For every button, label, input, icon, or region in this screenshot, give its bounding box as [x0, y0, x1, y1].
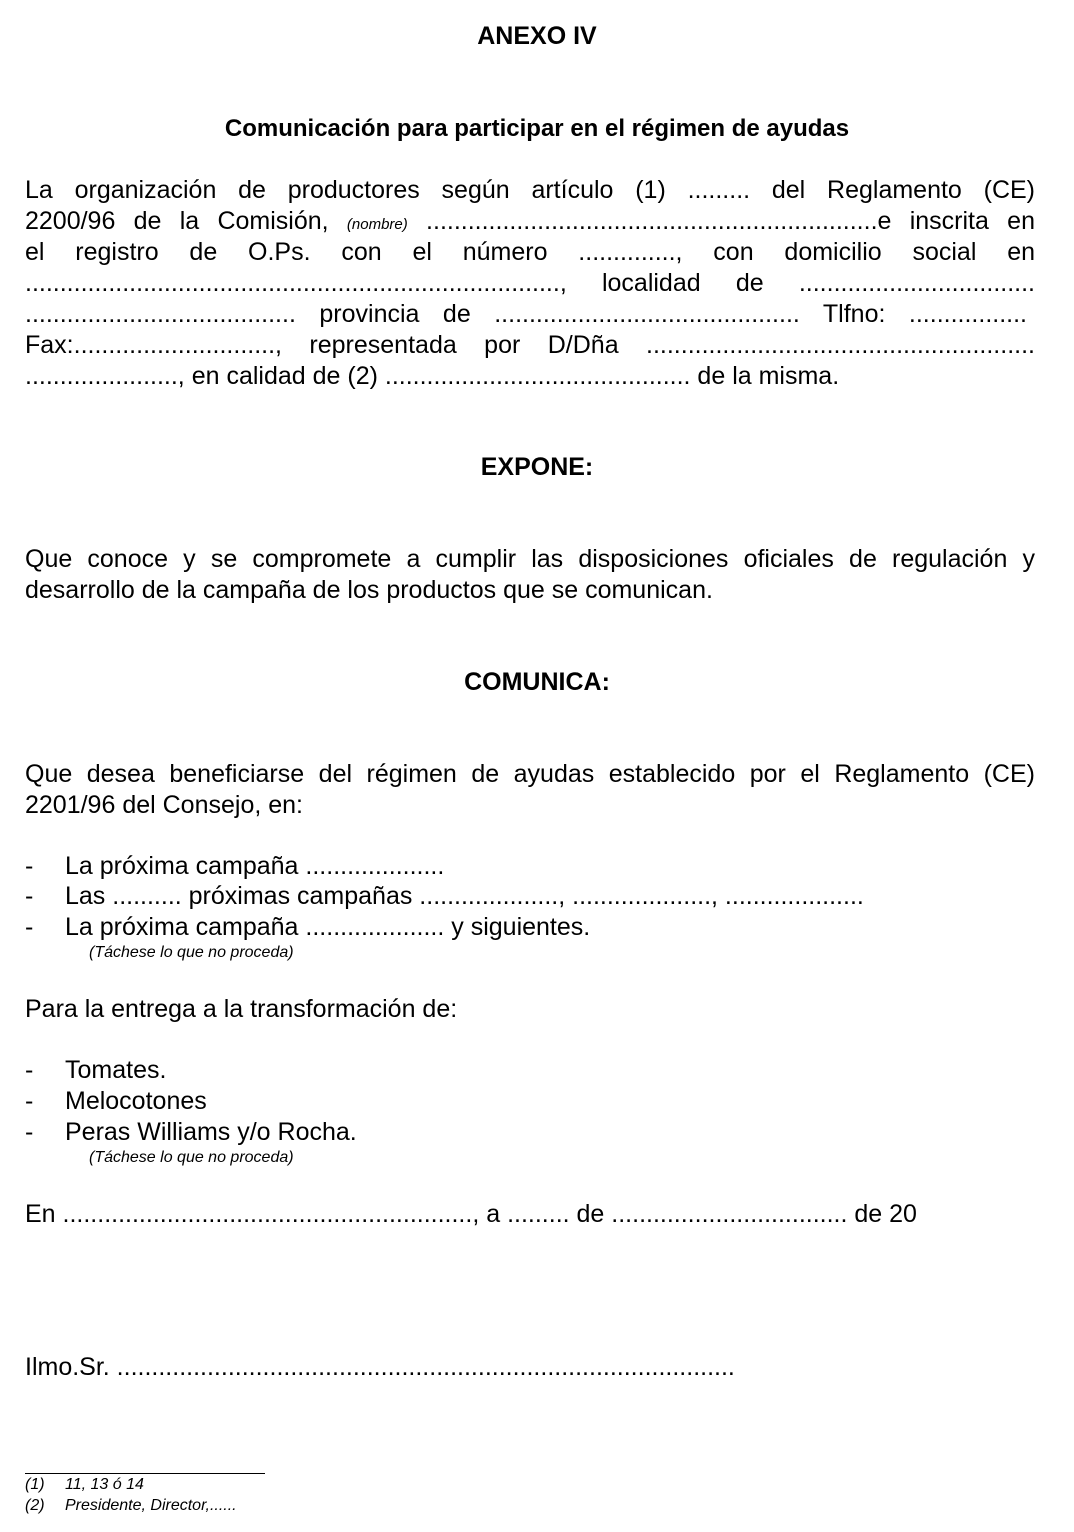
- product-item-3: [25, 1117, 357, 1148]
- bullet-dash: -: [25, 882, 34, 910]
- bullet-dash: -: [25, 1056, 34, 1084]
- footnote-1: [25, 1476, 144, 1494]
- intro-line-7: ......................, en calidad de (2) ............................................ de la misma.: [25, 362, 840, 390]
- annex-heading: ANEXO IV: [477, 22, 597, 50]
- intro-line-2-text: 2200/96 de la Comisión,: [25, 207, 329, 235]
- comunica-heading: COMUNICA:: [464, 668, 610, 696]
- campaign-option-1: [25, 851, 444, 882]
- bullet-dash: -: [25, 1087, 34, 1115]
- campaign-option-text: La próxima campaña ....................: [65, 852, 445, 880]
- addressee-line: Ilmo.Sr. .........................................................................................: [25, 1353, 735, 1381]
- product-text: Tomates.: [65, 1056, 167, 1084]
- footnote-text: Presidente, Director,......: [65, 1497, 237, 1514]
- delivery-intro: Para la entrega a la transformación de:: [25, 995, 458, 1023]
- comunica-line-2: 2201/96 del Consejo, en:: [25, 791, 303, 819]
- product-text: Melocotones: [65, 1087, 207, 1115]
- campaign-option-3: [25, 912, 590, 943]
- footnote-text: 11, 13 ó 14: [65, 1476, 144, 1493]
- comunica-line-1: Que desea beneficiarse del régimen de ayudas establecido por el Reglamento (CE): [25, 760, 1035, 788]
- campaign-option-2: [25, 881, 864, 912]
- footnote-2: [25, 1497, 237, 1515]
- intro-line-2: [25, 206, 1035, 237]
- intro-line-1: La organización de productores según artículo (1) ......... del Reglamento (CE): [25, 176, 1035, 204]
- product-item-1: [25, 1055, 166, 1086]
- expone-line-1: Que conoce y se compromete a cumplir las disposiciones oficiales de regulación y: [25, 545, 1035, 573]
- footnote-rule: [25, 1473, 265, 1474]
- campaign-option-text: Las .......... próximas campañas ...................., ...................., ....................: [65, 882, 864, 910]
- campaign-option-text: La próxima campaña .................... y siguientes.: [65, 913, 591, 941]
- footnote-number: (1): [25, 1476, 45, 1493]
- document-title: Comunicación para participar en el régimen de ayudas: [224, 115, 850, 142]
- intro-line-4: ............................................................................., localidad de ..................................: [25, 269, 1035, 297]
- campaign-note: (Táchese lo que no proceda): [89, 944, 294, 961]
- intro-line-2-dots: .................................................................e inscrita en: [426, 207, 1035, 235]
- intro-line-3: el registro de O.Ps. con el número .............., con domicilio social en: [25, 238, 1035, 266]
- bullet-dash: -: [25, 913, 34, 941]
- products-note: (Táchese lo que no proceda): [89, 1149, 294, 1166]
- expone-line-2: desarrollo de la campaña de los productos que se comunican.: [25, 576, 713, 604]
- nombre-hint: (nombre): [346, 216, 408, 233]
- product-item-2: [25, 1086, 207, 1117]
- intro-line-6: Fax:............................., representada por D/Dña ........................................................: [25, 331, 1035, 359]
- place-date-line: En ..........................................................., a ......... de .................................. de 20: [25, 1200, 917, 1228]
- footnote-number: (2): [25, 1497, 45, 1514]
- intro-line-5: ....................................... provincia de ............................................ Tlfno: .................: [25, 300, 1027, 328]
- product-text: Peras Williams y/o Rocha.: [65, 1118, 357, 1146]
- bullet-dash: -: [25, 852, 34, 880]
- bullet-dash: -: [25, 1118, 34, 1146]
- expone-heading: EXPONE:: [480, 453, 594, 481]
